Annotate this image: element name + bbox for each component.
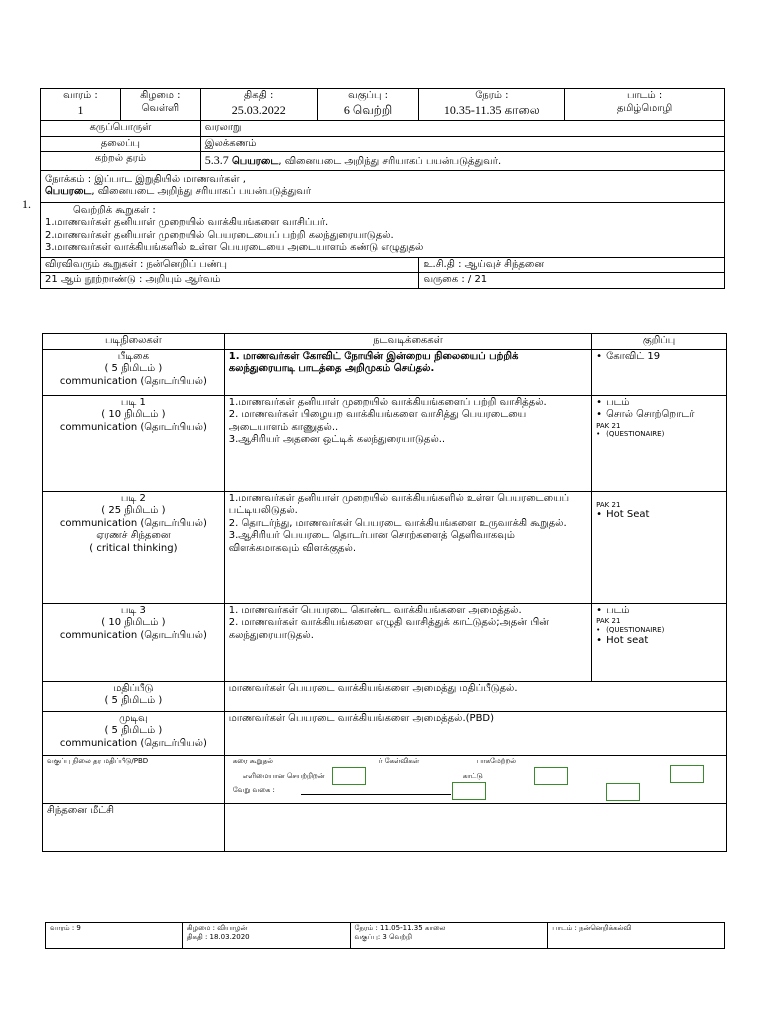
standard-label: கற்றல் தரம் [41,152,201,171]
activity-item: 2. தொடர்ந்து, மாணவர்கள் பெயரடை வாக்கியங்களை உருவாக்கி கூறுதல். [228,517,567,529]
date-value: 25.03.2022 [231,102,286,117]
stage-skill: communication (தொடர்பியல்) [59,737,207,749]
steps-header-activities: நடவடிக்கைகள் [224,334,591,350]
notes-3 [592,603,727,681]
century-right: வருகை : / 21 [419,273,725,289]
standard-code: 5.3.7 [204,153,229,167]
standard-text: , வினையடை அறிந்து சரியாகப் பயன்படுத்துவர். [278,156,502,167]
class-cell [317,89,419,121]
activity-intro: 1. மாணவர்கள் கோவிட் நோயின் இன்றைய நிலையைப் பற்றிக் கலந்துரையாடி பாடத்தை அறிமுகம் செய்தல். [224,349,591,395]
stage-1 [43,395,225,491]
time-value: 10.35-11.35 காலை [443,102,540,117]
stage-title: பீடிகை [117,350,150,362]
footer-day: கிழமை : வியாழன் [186,924,248,932]
day-value: வெள்ளி [141,102,180,114]
pbd-checkbox-1[interactable] [332,767,366,785]
pbd-other-label: வேறு வகை : [232,785,275,794]
activity-3 [224,603,591,681]
week-label: வாரம் : [63,90,98,101]
footer-table [45,922,725,949]
pbd-option-5: காட்டு [462,771,483,780]
reflection-row [43,803,727,851]
stage-skill-2: ஏரணச் சிந்தனை [96,530,171,541]
stage-title: படி 2 [120,492,146,504]
pbd-option-1: கரை கூறுதல் [232,756,273,765]
note-item: • கோவிட் 19 [596,350,661,362]
evaluation-stage [43,681,225,711]
activity-item: 1.மாணவர்கள் தனியாள் முறையில் வாக்கியங்களில் உள்ள பெயரடையைப் பட்டியலிடுதல். [228,492,570,516]
stage-title: முடிவு [119,712,148,724]
subject-cell [565,89,725,121]
steps-header-row [43,334,727,350]
week-value: 1 [77,102,84,117]
activity-item: 2. மாணவர்கள் வாக்கியங்களை எழுதி வாசித்துக் காட்டுதல்;அதன் பின் கலந்துரையாடுதல். [228,617,549,641]
note-item: • (QUESTIONAIRE) [596,430,665,439]
activity-item: 1.மாணவர்கள் தனியாள் முறையில் வாக்கியங்களைப் பற்றி வாசித்தல். [228,396,547,408]
lesson-info-table [40,88,725,289]
objective-row [41,170,725,202]
step-row-intro [43,349,727,395]
success-criteria-row [41,202,725,257]
footer-time: நேரம் : 11.05-11.35 காலை [354,924,446,932]
notes-1 [592,395,727,491]
pbd-checkbox-3[interactable] [670,765,704,783]
topic-label: தலைப்பு [41,136,201,152]
class-value: 6 வெற்றி [343,102,393,117]
reflection-label: சிந்தனை மீட்சி [43,803,225,851]
closure-stage [43,711,225,755]
stage-skill: communication (தொடர்பியல்) [59,629,207,641]
stage-title: படி 1 [120,396,146,408]
stage-3 [43,603,225,681]
success-criteria-title: வெற்றிக் கூறுகள் : [73,204,156,216]
notes-intro [592,349,727,395]
theme-label: கருப்பொருள் [41,121,201,137]
stage-duration: ( 10 நிமிடம் ) [101,409,166,420]
note-item: • படம் [596,604,630,616]
pak-label: PAK 21 [596,617,621,625]
footer-time-class [350,923,548,949]
notes-2 [592,491,727,603]
stage-skill: communication (தொடர்பியல்) [59,421,207,433]
note-item: • Hot seat [596,634,649,646]
pbd-option-3: பாகமேற்றல் [476,756,517,765]
stage-skill-2-en: ( critical thinking) [89,542,178,554]
stage-duration: ( 5 நிமிடம் ) [104,725,163,736]
footer-row [46,923,725,949]
footer-week: வாரம் : 9 [46,923,183,949]
pbd-option-2: ர் கேள்விகள் [378,756,420,765]
topic-value: இலக்கணம் [200,136,724,152]
steps-header-notes: குறிப்பு [592,334,727,350]
pbd-label: வகுப்பு நிலை தர மதிப்பீடு/PBD [43,755,225,803]
pbd-checkbox-2[interactable] [534,767,568,785]
date-cell [200,89,317,121]
standard-row [41,152,725,171]
footer-subject: பாடம் : நன்னெறிக்கல்வி [548,923,725,949]
footer-day-date [182,923,350,949]
objective-cell [41,170,725,202]
evaluation-row [43,681,727,711]
pbd-other-line [301,786,451,795]
evaluation-text: மாணவர்கள் பெயரடை வாக்கியங்களை அமைத்து மதிப்பீடுதல். [224,681,726,711]
stage-2 [43,491,225,603]
pak-label: PAK 21 [596,500,621,509]
century-row [41,273,725,289]
success-criteria-item-1: 1.மாணவர்கள் தனியாள் முறையில் வாக்கியங்களை வாசிப்பர். [45,217,329,228]
success-criteria-item-3: 3.மாணவர்கள் வாக்கியங்களில் உள்ள பெயரடையை அடையாளம் கண்டு எழுதுதல் [45,242,424,253]
pak-label: PAK 21 [596,421,621,430]
objective-item [45,186,720,199]
steps-table [42,333,727,852]
stage-duration: ( 5 நிமிடம் ) [104,695,163,706]
note-item: • (QUESTIONAIRE) [596,625,665,634]
steps-header-stage: படிநிலைகள் [43,334,225,350]
footer-class: வகுப்பு: 3 வெற்றி [354,932,413,941]
note-item: • சொல் சொற்றொடர் [596,409,695,420]
class-label: வகுப்பு : [348,90,388,101]
objective-bold-word: பெயரடை [45,186,92,197]
closure-text: மாணவர்கள் பெயரடை வாக்கியங்களை அமைத்தல்.(PBD) [224,711,726,755]
day-cell [120,89,200,121]
objective-label: நோக்கம் : இப்பாட இறுதியில் மாணவர்கள் , [45,173,246,185]
activity-item: 3.ஆசிரியர் பெயரடை தொடர்பான சொற்களைத் தெளிவாகவும் விளக்கமாகவும் விளக்குதல். [228,530,515,554]
pbd-checkbox-4[interactable] [452,782,486,800]
stage-skill: communication (தொடர்பியல்) [59,375,207,387]
stage-title: படி 3 [120,604,146,616]
century-left: 21 ஆம் நூற்றாண்டு : அறியும் ஆர்வம் [41,273,419,289]
pbd-checkbox-5[interactable] [606,783,640,801]
subject-label: பாடம் : [626,90,663,101]
stage-title: மதிப்பீடு [113,682,154,694]
reflection-value [224,803,726,851]
activity-item: 2. மாணவர்கள் பிழையற வாக்கியங்களை வாசித்து பெயரடையை அடையாளம் காணுதல்.. [228,409,527,433]
time-cell [419,89,565,121]
values-right: உ.சி.தி : ஆய்வுச் சிந்தனை [419,257,725,273]
stage-duration: ( 5 நிமிடம் ) [104,363,163,374]
objective-text: , வினையடை அறிந்து சரியாகப் பயன்படுத்துவர் [91,186,312,197]
standard-value [200,152,724,171]
theme-row [41,121,725,137]
step-row-1 [43,395,727,491]
closure-row [43,711,727,755]
stage-skill: communication (தொடர்பியல்) [59,517,207,529]
theme-value: வரலாறு [200,121,724,137]
week-cell [41,89,121,121]
objective-number: 1. [22,197,31,211]
step-row-2 [43,491,727,603]
topic-row [41,136,725,152]
values-left: விரவிவரும் கூறுகள் : நன்னெறிப் பண்பு [41,257,419,273]
activity-1 [224,395,591,491]
date-label: திகதி : [244,90,274,101]
note-item: • படம் [596,396,630,408]
success-criteria-cell [41,202,725,257]
stage-intro [43,349,225,395]
activity-item: 3.ஆசிரியர் அதனை ஒட்டிக் கலந்துரையாடுதல்.. [228,434,446,445]
day-label: கிழமை : [140,90,181,101]
subject-value: தமிழ்மொழி [616,102,673,114]
header-row [41,89,725,121]
note-item: • Hot Seat [596,509,650,521]
success-criteria-item-2: 2.மாணவர்கள் தனியாள் முறையில் பெயரடையைப் பற்றி கலந்துரையாடுதல். [45,229,394,241]
activity-2 [224,491,591,603]
footer-date: திகதி : 18.03.2020 [186,932,250,941]
stage-duration: ( 25 நிமிடம் ) [101,505,166,516]
activity-item: 1. மாணவர்கள் பெயரடை கொண்ட வாக்கியங்களை அமைத்தல். [228,604,522,616]
standard-bold-word: பெயரடை [231,156,279,167]
time-label: நேரம் : [475,90,509,101]
step-row-3 [43,603,727,681]
stage-duration: ( 10 நிமிடம் ) [101,617,166,628]
pbd-option-4: எளிமையான செயற்றிறன் [242,771,325,780]
values-row [41,257,725,273]
